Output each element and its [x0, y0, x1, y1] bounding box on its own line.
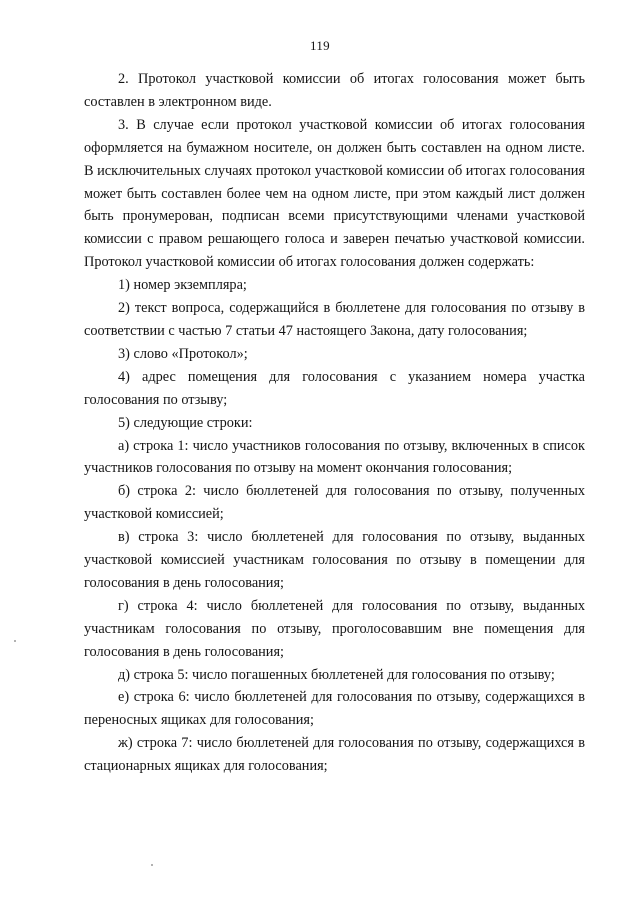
list-item-4: 4) адрес помещения для голосования с указанием номера участка голосования по отзыву;: [84, 368, 585, 408]
subitem-b: б) строка 2: число бюллетеней для голосования по отзыву, полученных участковой комиссией;: [84, 483, 585, 523]
subitem-e: е) строка 6: число бюллетеней для голосования по отзыву, содержащихся в переносных ящиках для голосования;: [84, 689, 585, 729]
list-item-3: 3) слово «Протокол»;: [118, 345, 248, 362]
paragraph-item-2: 2. Протокол участковой комиссии об итогах голосования может быть составлен в электронном виде.: [84, 71, 585, 110]
list-item-1: 1) номер экземпляра;: [118, 277, 247, 294]
paragraph-item-3: 3. В случае если протокол участковой комиссии об итогах голосования оформляется на бумажном носителе, он должен быть составлен на одном листе. В исключительных случаях протокол участковой комиссии об итогах голосования может быть составлен более чем на одном листе, при этом каждый лист должен быть пронумерован, подписан всеми присутствующими членами участковой комиссии с правом решающего голоса и заверен печатью участковой комиссии. Протокол участковой комиссии об итогах голосования должен содержать:: [84, 116, 585, 271]
subitem-g: г) строка 4: число бюллетеней для голосования по отзыву, выданных участникам голосования по отзыву, проголосовавшим вне помещения для голосования в день голосования;: [84, 597, 585, 660]
document-body: [84, 68, 585, 778]
subitem-v: в) строка 3: число бюллетеней для голосования по отзыву, выданных участковой комиссией участникам голосования по отзыву в помещении для голосования в день голосования;: [84, 529, 585, 591]
scan-speck: [151, 864, 153, 866]
subitem-zh: ж) строка 7: число бюллетеней для голосования по отзыву, содержащихся в стационарных ящиках для голосования;: [84, 735, 585, 775]
subitem-d: д) строка 5: число погашенных бюллетеней для голосования по отзыву;: [118, 666, 555, 683]
list-item-5: 5) следующие строки:: [118, 414, 253, 431]
scan-speck: [14, 640, 16, 642]
page-number: 119: [310, 38, 330, 53]
subitem-a: а) строка 1: число участников голосования по отзыву, включенных в список участников голосования по отзыву на момент окончания голосования;: [84, 437, 585, 477]
list-item-2: 2) текст вопроса, содержащийся в бюллетене для голосования по отзыву в соответствии с частью 7 статьи 47 настоящего Закона, дату голосования;: [84, 300, 585, 339]
